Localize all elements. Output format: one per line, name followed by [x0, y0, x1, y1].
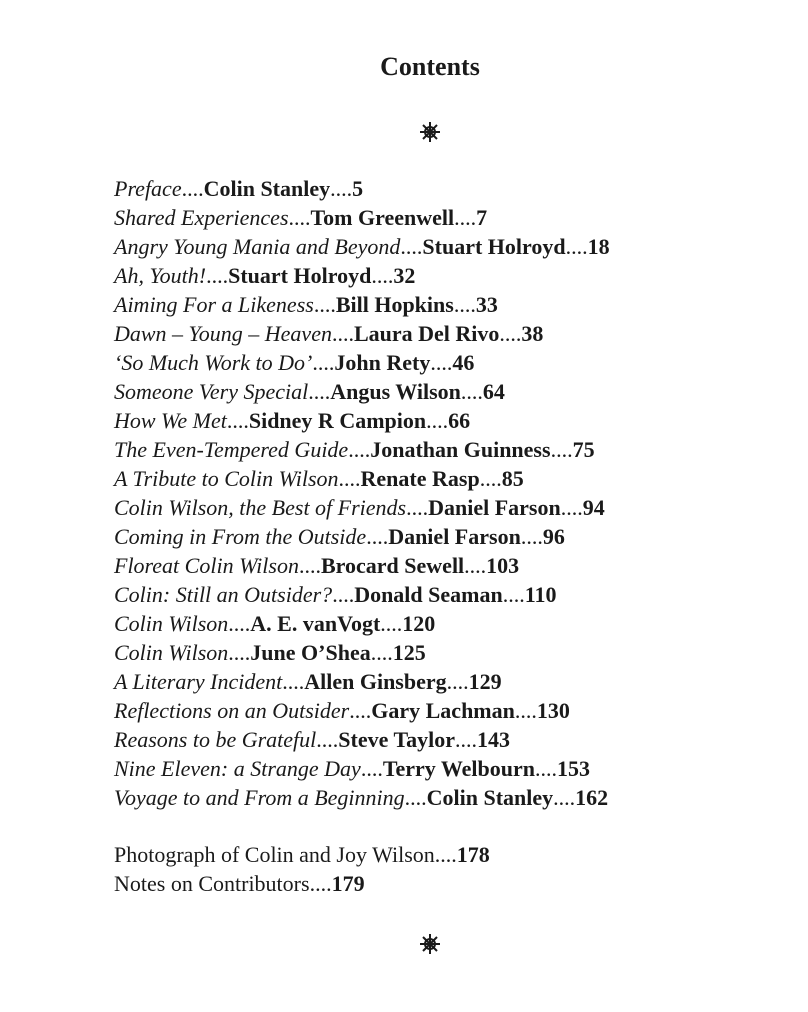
entry-page: 143: [477, 727, 510, 752]
entry-separator: ....: [434, 842, 457, 867]
entry-author: Donald Seaman: [354, 582, 503, 607]
entry-title: Reasons to be Grateful: [114, 727, 317, 752]
entry-separator: ....: [338, 466, 361, 491]
toc-entry: [114, 696, 804, 725]
entry-author: Colin Stanley: [426, 785, 554, 810]
toc-entry: [114, 638, 804, 667]
entry-author: Sidney R Campion: [248, 408, 427, 433]
entry-separator: ....: [502, 582, 525, 607]
entry-separator: ....: [331, 321, 354, 346]
entry-title: Preface: [114, 176, 182, 201]
entry-separator: ....: [404, 785, 427, 810]
entry-author: A. E. vanVogt: [250, 611, 381, 636]
entry-author: Tom Greenwell: [310, 205, 455, 230]
entry-separator: ....: [426, 408, 449, 433]
entry-title: A Tribute to Colin Wilson: [114, 466, 339, 491]
entry-separator: ....: [349, 698, 372, 723]
entry-author: Daniel Farson: [388, 524, 521, 549]
entry-title: Someone Very Special: [114, 379, 309, 404]
page-title: Contents: [380, 52, 480, 81]
entry-separator: ....: [454, 205, 477, 230]
entry-separator: ....: [479, 466, 502, 491]
entry-title: Angry Young Mania and Beyond: [114, 234, 401, 259]
entry-separator: ....: [464, 553, 487, 578]
toc-entry: [114, 232, 804, 261]
entry-page: 94: [582, 495, 605, 520]
toc-entry: [114, 406, 804, 435]
entry-separator: ....: [360, 756, 383, 781]
entry-author: Allen Ginsberg: [304, 669, 447, 694]
contents-list: [114, 174, 804, 812]
entry-title: Colin Wilson: [114, 611, 229, 636]
entry-page: 33: [475, 292, 498, 317]
entry-separator: ....: [330, 176, 353, 201]
entry-separator: ....: [453, 292, 476, 317]
entry-title: Aiming For a Likeness: [114, 292, 314, 317]
entry-page: 7: [476, 205, 488, 230]
ship-wheel-icon: [418, 932, 442, 956]
entry-separator: ....: [332, 582, 355, 607]
entry-separator: ....: [282, 669, 305, 694]
toc-entry: [114, 493, 804, 522]
entry-separator: ....: [366, 524, 389, 549]
entry-separator: ....: [206, 263, 229, 288]
entry-separator: ....: [298, 553, 321, 578]
entry-page: 64: [482, 379, 505, 404]
back-matter-list: [114, 840, 490, 898]
entry-separator: ....: [348, 437, 371, 462]
entry-page: 120: [402, 611, 436, 636]
entry-title: How We Met: [114, 408, 227, 433]
toc-entry: [114, 522, 804, 551]
entry-separator: ....: [288, 205, 311, 230]
entry-separator: ....: [520, 524, 543, 549]
toc-entry: [114, 580, 804, 609]
entry-separator: ....: [226, 408, 249, 433]
entry-separator: ....: [514, 698, 537, 723]
entry-separator: ....: [460, 379, 483, 404]
toc-entry: [114, 754, 804, 783]
entry-page: 85: [501, 466, 524, 491]
toc-entry: [114, 290, 804, 319]
entry-title: A Literary Incident: [114, 669, 283, 694]
entry-separator: ....: [446, 669, 469, 694]
entry-author: Bill Hopkins: [335, 292, 454, 317]
entry-title: Voyage to and From a Beginning: [114, 785, 405, 810]
entry-author: Renate Rasp: [360, 466, 480, 491]
entry-separator: ....: [406, 495, 429, 520]
entry-page: 129: [468, 669, 502, 694]
toc-entry: [114, 348, 804, 377]
entry-title: ‘So Much Work to Do’: [114, 350, 313, 375]
entry-title: Colin: Still an Outsider?: [114, 582, 333, 607]
entry-separator: ....: [565, 234, 588, 259]
entry-title: Nine Eleven: a Strange Day: [114, 756, 361, 781]
toc-entry: [114, 174, 804, 203]
entry-title: Shared Experiences: [114, 205, 289, 230]
entry-title: Ah, Youth!: [114, 263, 207, 288]
toc-entry: [114, 203, 804, 232]
entry-label: Notes on Contributors: [114, 871, 310, 896]
toc-entry: [114, 319, 804, 348]
entry-title: Dawn – Young – Heaven: [114, 321, 332, 346]
entry-author: John Rety: [334, 350, 431, 375]
entry-page: 179: [331, 871, 365, 896]
entry-author: June O’Shea: [250, 640, 371, 665]
entry-author: Brocard Sewell: [320, 553, 465, 578]
entry-author: Daniel Farson: [428, 495, 561, 520]
entry-author: Laura Del Rivo: [353, 321, 500, 346]
toc-entry: [114, 261, 804, 290]
entry-author: Stuart Holroyd: [228, 263, 372, 288]
entry-title: The Even-Tempered Guide: [114, 437, 349, 462]
entry-author: Angus Wilson: [330, 379, 461, 404]
back-matter-entry: [114, 840, 490, 869]
entry-title: Floreat Colin Wilson: [114, 553, 299, 578]
entry-author: Colin Stanley: [203, 176, 331, 201]
entry-separator: ....: [535, 756, 557, 781]
entry-separator: ....: [499, 321, 522, 346]
entry-label: Photograph of Colin and Joy Wilson: [114, 842, 435, 867]
toc-entry: [114, 464, 804, 493]
entry-page: 96: [542, 524, 565, 549]
entry-title: Colin Wilson: [114, 640, 229, 665]
entry-separator: ....: [560, 495, 583, 520]
entry-author: Steve Taylor: [338, 727, 455, 752]
entry-title: Coming in From the Outside: [114, 524, 367, 549]
entry-separator: ....: [550, 437, 573, 462]
toc-entry: [114, 435, 804, 464]
entry-separator: ....: [312, 350, 335, 375]
entry-page: 38: [521, 321, 544, 346]
entry-separator: ....: [316, 727, 339, 752]
entry-separator: ....: [430, 350, 453, 375]
entry-page: 153: [557, 756, 590, 781]
entry-author: Gary Lachman: [371, 698, 515, 723]
entry-author: Stuart Holroyd: [422, 234, 566, 259]
entry-page: 130: [536, 698, 570, 723]
entry-page: 66: [448, 408, 471, 433]
back-matter-entry: [114, 869, 490, 898]
entry-title: Colin Wilson, the Best of Friends: [114, 495, 407, 520]
entry-separator: ....: [553, 785, 576, 810]
toc-entry: [114, 609, 804, 638]
entry-separator: ....: [181, 176, 204, 201]
entry-separator: ....: [455, 727, 477, 752]
entry-page: 125: [392, 640, 426, 665]
entry-separator: ....: [228, 611, 251, 636]
toc-entry: [114, 667, 804, 696]
entry-separator: ....: [400, 234, 423, 259]
entry-separator: ....: [228, 640, 251, 665]
entry-title: Reflections on an Outsider: [114, 698, 350, 723]
entry-page: 103: [486, 553, 520, 578]
entry-page: 18: [587, 234, 610, 259]
toc-entry: [114, 551, 804, 580]
entry-page: 110: [524, 582, 557, 607]
entry-separator: ....: [370, 640, 393, 665]
entry-page: 32: [393, 263, 416, 288]
toc-entry: [114, 725, 804, 754]
entry-page: 178: [456, 842, 490, 867]
entry-author: Terry Welbourn: [382, 756, 535, 781]
entry-separator: ....: [380, 611, 403, 636]
toc-entry: [114, 783, 804, 812]
entry-page: 162: [575, 785, 609, 810]
entry-page: 5: [352, 176, 364, 201]
entry-separator: ....: [371, 263, 394, 288]
ship-wheel-icon: [418, 120, 442, 144]
entry-separator: ....: [308, 379, 331, 404]
entry-author: Jonathan Guinness: [370, 437, 551, 462]
toc-entry: [114, 377, 804, 406]
entry-separator: ....: [309, 871, 332, 896]
entry-page: 75: [572, 437, 595, 462]
entry-separator: ....: [313, 292, 336, 317]
entry-page: 46: [452, 350, 475, 375]
